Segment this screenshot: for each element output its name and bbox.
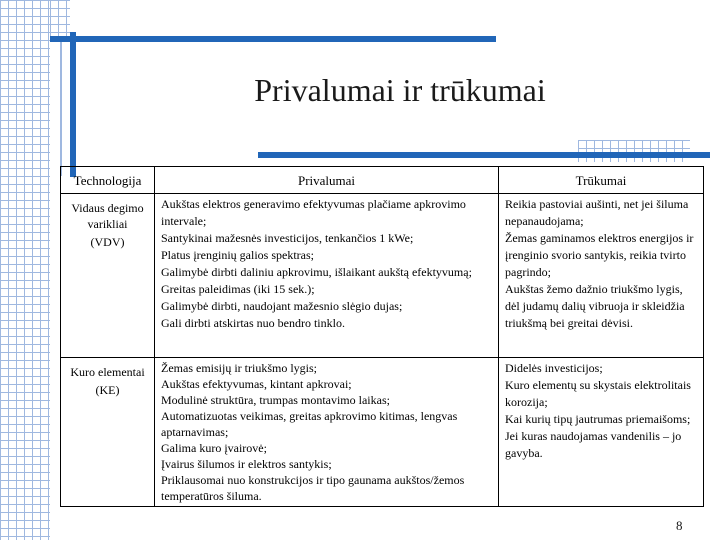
- advantage-item: Automatizuotas veikimas, greitas apkrovimo kitimas, lengvas aptarnavimas;: [161, 409, 458, 439]
- advantage-item: Greitas paleidimas (iki 15 sek.);: [161, 282, 315, 296]
- decorative-top-bar: [50, 36, 496, 42]
- header-disadvantages: Trūkumai: [499, 167, 704, 194]
- decorative-middle-bar: [258, 152, 710, 158]
- disadvantage-item: Reikia pastoviai aušinti, net jei šiluma nepanaudojama;: [505, 197, 689, 228]
- advantage-item: Gali dirbti atskirtas nuo bendro tinklo.: [161, 316, 345, 330]
- disadvantages-cell: [499, 358, 704, 507]
- table-row: [61, 194, 704, 358]
- decorative-grid-top: [50, 0, 70, 36]
- technology-cell: [61, 358, 155, 507]
- decorative-vertical-line: [60, 36, 62, 176]
- disadvantages-cell: [499, 194, 704, 358]
- advantage-item: Žemas emisijų ir triukšmo lygis;: [161, 361, 317, 375]
- disadvantage-item: Jei kuras naudojamas vandenilis – jo gavyba.: [505, 429, 682, 460]
- decorative-grid-right: [578, 140, 690, 162]
- technology-name: Kuro elementai: [70, 365, 145, 379]
- page-number: 8: [676, 518, 683, 533]
- header-advantages: Privalumai: [155, 167, 499, 194]
- table-header-row: [61, 167, 704, 194]
- technology-abbr: (VDV): [90, 235, 125, 249]
- comparison-table: [60, 166, 704, 507]
- disadvantage-item: Didelės investicijos;: [505, 361, 603, 375]
- advantage-item: Modulinė struktūra, trumpas montavimo laikas;: [161, 393, 390, 407]
- disadvantage-item: Kai kurių tipų jautrumas priemaišoms;: [505, 412, 691, 426]
- advantage-item: Galimybė dirbti daliniu apkrovimu, išlaikant aukštą efektyvumą;: [161, 265, 472, 279]
- advantages-cell: [155, 194, 499, 358]
- advantage-item: Galimybė dirbti, naudojant mažesnio slėgio dujas;: [161, 299, 403, 313]
- technology-name: Vidaus degimo varikliai: [71, 201, 144, 231]
- header-technology: Technologija: [61, 167, 155, 194]
- advantages-cell: [155, 358, 499, 507]
- decorative-grid-left: [0, 0, 50, 540]
- table-row: [61, 358, 704, 507]
- advantage-item: Aukštas efektyvumas, kintant apkrovai;: [161, 377, 352, 391]
- advantage-item: Įvairus šilumos ir elektros santykis;: [161, 457, 332, 471]
- decorative-vertical-bar: [70, 32, 76, 177]
- advantage-item: Platus įrenginių galios spektras;: [161, 248, 314, 262]
- advantage-item: Priklausomai nuo konstrukcijos ir tipo gaunama aukštos/žemos temperatūros šiluma.: [161, 473, 465, 503]
- disadvantage-item: Kuro elementų su skystais elektrolitais korozija;: [505, 378, 691, 409]
- advantage-item: Galima kuro įvairovė;: [161, 441, 267, 455]
- advantage-item: Aukštas elektros generavimo efektyvumas plačiame apkrovimo intervale;: [161, 197, 466, 228]
- slide-title: Privalumai ir trūkumai: [254, 72, 546, 108]
- disadvantage-item: Žemas gaminamos elektros energijos ir įrenginio svorio santykis, reikia tvirto pagrindo;: [505, 231, 694, 279]
- advantage-item: Santykinai mažesnės investicijos, tenkančios 1 kWe;: [161, 231, 414, 245]
- technology-cell: [61, 194, 155, 358]
- technology-abbr: (KE): [95, 383, 120, 397]
- disadvantage-item: Aukštas žemo dažnio triukšmo lygis, dėl judamų dalių vibruoja ir skleidžia triukšmą bei greitai dėvisi.: [505, 282, 685, 330]
